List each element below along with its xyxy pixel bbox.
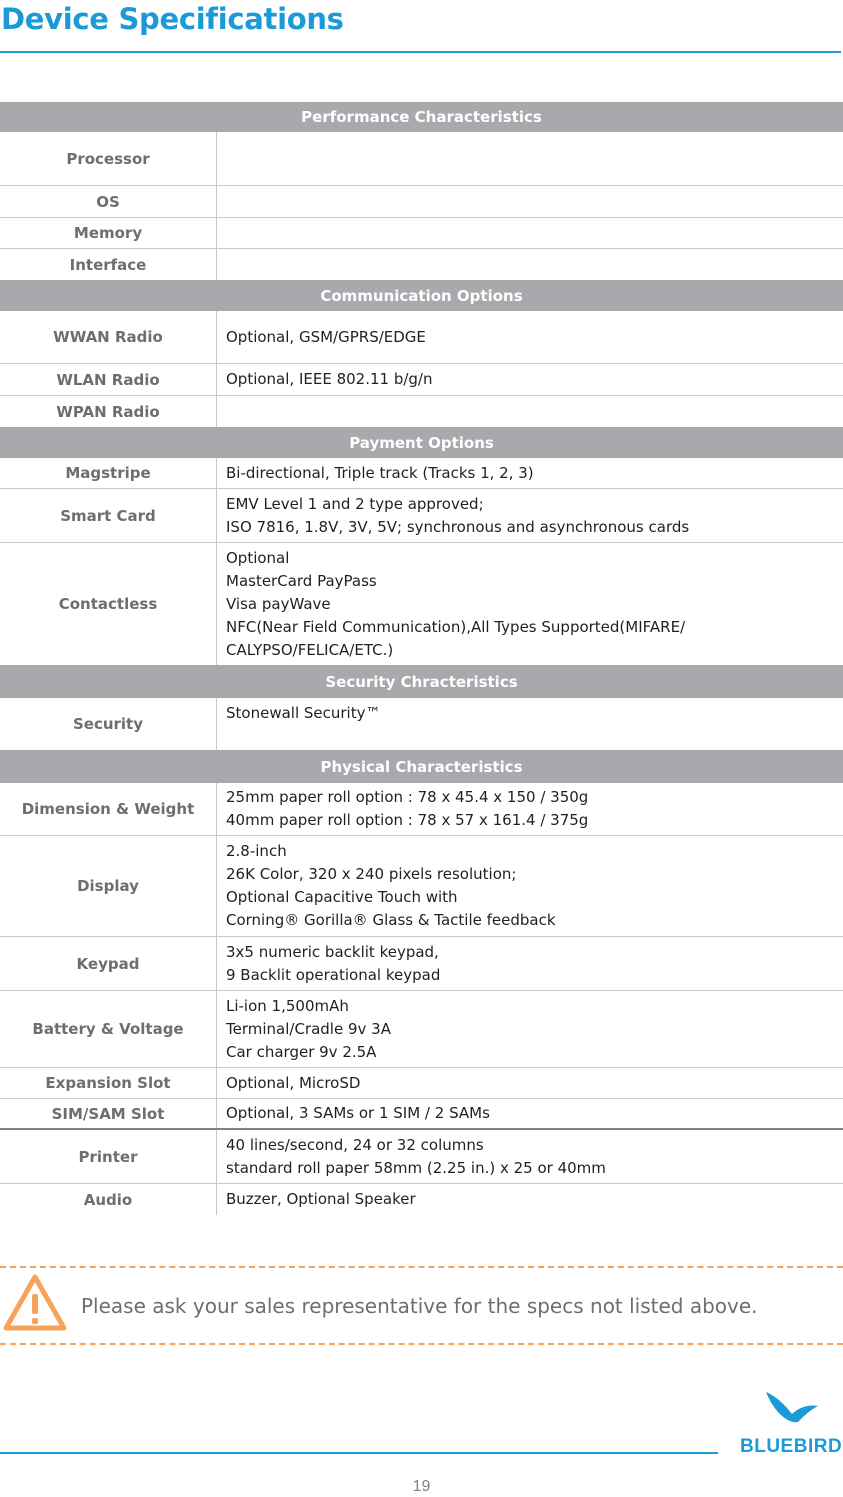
spec-line: Optional xyxy=(226,548,290,567)
spec-label: Processor xyxy=(0,132,217,185)
spec-row-wlan xyxy=(0,364,843,396)
spec-label: Magstripe xyxy=(0,458,217,488)
spec-row-display xyxy=(0,836,843,937)
spec-value xyxy=(217,218,843,248)
spec-row-memory xyxy=(0,218,843,249)
spec-row-interface xyxy=(0,249,843,280)
spec-value xyxy=(217,186,843,217)
spec-label: WLAN Radio xyxy=(0,364,217,395)
spec-line: Optional, 3 SAMs or 1 SIM / 2 SAMs xyxy=(226,1104,490,1122)
spec-value xyxy=(217,783,843,835)
spec-line: EMV Level 1 and 2 type approved; xyxy=(226,494,484,513)
section-header-payment: Payment Options xyxy=(0,427,843,458)
section-header-performance: Performance Characteristics xyxy=(0,102,843,132)
spec-row-wwan xyxy=(0,311,843,364)
spec-row-keypad xyxy=(0,937,843,991)
spec-value xyxy=(217,489,843,542)
spec-label: Memory xyxy=(0,218,217,248)
spec-value xyxy=(217,1184,843,1215)
note-divider-bottom xyxy=(0,1343,843,1345)
spec-line: MasterCard PayPass xyxy=(226,571,377,590)
spec-line: Visa payWave xyxy=(226,594,331,613)
spec-line: NFC(Near Field Communication),All Types Supported(MIFARE/ xyxy=(226,617,686,636)
spec-line: Li-ion 1,500mAh xyxy=(226,996,349,1015)
spec-line: Optional, GSM/GPRS/EDGE xyxy=(226,327,426,346)
spec-value xyxy=(217,698,843,750)
spec-value xyxy=(217,937,843,990)
section-header-communication: Communication Options xyxy=(0,280,843,311)
spec-row-smart-card xyxy=(0,489,843,543)
spec-label: Smart Card xyxy=(0,489,217,542)
spec-value xyxy=(217,1130,843,1183)
spec-line: Optional Capacitive Touch with xyxy=(226,888,458,906)
spec-value xyxy=(217,311,843,363)
spec-label: Battery & Voltage xyxy=(0,991,217,1067)
spec-row-magstripe xyxy=(0,458,843,489)
spec-label: Interface xyxy=(0,249,217,280)
spec-line: Optional, MicroSD xyxy=(226,1073,361,1092)
spec-line: 25mm paper roll option : 78 x 45.4 x 150 / 350g xyxy=(226,788,589,806)
spec-label: Audio xyxy=(0,1184,217,1215)
spec-row-security xyxy=(0,698,843,750)
spec-value xyxy=(217,991,843,1067)
spec-label: WWAN Radio xyxy=(0,311,217,363)
spec-label: WPAN Radio xyxy=(0,396,217,427)
section-header-physical: Physical Characteristics xyxy=(0,750,843,783)
spec-value xyxy=(217,249,843,280)
spec-row-expansion-slot xyxy=(0,1068,843,1099)
spec-value xyxy=(217,1099,843,1128)
spec-line: standard roll paper 58mm (2.25 in.) x 25 or 40mm xyxy=(226,1158,606,1177)
page-number: 19 xyxy=(412,1478,431,1495)
spec-value xyxy=(217,836,843,936)
footer-divider xyxy=(0,1452,718,1454)
note-divider-top xyxy=(0,1266,843,1268)
spec-value xyxy=(217,132,843,185)
spec-line: Stonewall Security™ xyxy=(226,704,381,722)
spec-row-dimension-weight xyxy=(0,783,843,836)
title-divider xyxy=(0,51,841,53)
spec-label: Printer xyxy=(0,1130,217,1183)
spec-label: Dimension & Weight xyxy=(0,783,217,835)
spec-line: Car charger 9v 2.5A xyxy=(226,1042,377,1061)
page-title: Device Specifications xyxy=(1,2,344,36)
spec-label: Security xyxy=(0,698,217,750)
spec-line: 26K Color, 320 x 240 pixels resolution; xyxy=(226,865,517,883)
spec-line: Corning® Gorilla® Glass & Tactile feedback xyxy=(226,911,556,929)
spec-row-printer xyxy=(0,1130,843,1184)
spec-line: 3x5 numeric backlit keypad, xyxy=(226,942,439,961)
spec-row-contactless xyxy=(0,543,843,665)
brand-logo-text: BLUEBIRD xyxy=(740,1436,843,1457)
spec-label: Keypad xyxy=(0,937,217,990)
spec-value xyxy=(217,1068,843,1098)
bluebird-logo-icon xyxy=(762,1390,820,1426)
spec-line: CALYPSO/FELICA/ETC.) xyxy=(226,640,394,659)
spec-line: Terminal/Cradle 9v 3A xyxy=(226,1019,391,1038)
warning-triangle-icon xyxy=(2,1273,68,1333)
spec-row-wpan xyxy=(0,396,843,427)
spec-row-audio xyxy=(0,1184,843,1215)
spec-value xyxy=(217,364,843,395)
spec-label: OS xyxy=(0,186,217,217)
spec-line: 9 Backlit operational keypad xyxy=(226,965,441,984)
spec-line: Optional, IEEE 802.11 b/g/n xyxy=(226,370,433,388)
spec-line: 40mm paper roll option : 78 x 57 x 161.4 / 375g xyxy=(226,811,589,829)
spec-value xyxy=(217,396,843,427)
spec-line: ISO 7816, 1.8V, 3V, 5V; synchronous and asynchronous cards xyxy=(226,517,690,536)
spec-line: 40 lines/second, 24 or 32 columns xyxy=(226,1135,484,1154)
spec-value xyxy=(217,458,843,488)
section-header-security: Security Chracteristics xyxy=(0,665,843,698)
spec-row-processor xyxy=(0,132,843,186)
sales-note: Please ask your sales representative for the specs not listed above. xyxy=(81,1294,758,1318)
spec-row-os xyxy=(0,186,843,218)
spec-row-battery-voltage xyxy=(0,991,843,1068)
spec-row-sim-sam-slot xyxy=(0,1099,843,1130)
spec-line: Bi-directional, Triple track (Tracks 1, 2, 3) xyxy=(226,463,534,482)
spec-value xyxy=(217,543,843,665)
spec-label: Display xyxy=(0,836,217,936)
spec-label: Expansion Slot xyxy=(0,1068,217,1098)
spec-line: 2.8-inch xyxy=(226,842,287,860)
spec-table xyxy=(0,102,843,1215)
spec-label: Contactless xyxy=(0,543,217,665)
spec-line: Buzzer, Optional Speaker xyxy=(226,1190,416,1208)
spec-label: SIM/SAM Slot xyxy=(0,1099,217,1128)
